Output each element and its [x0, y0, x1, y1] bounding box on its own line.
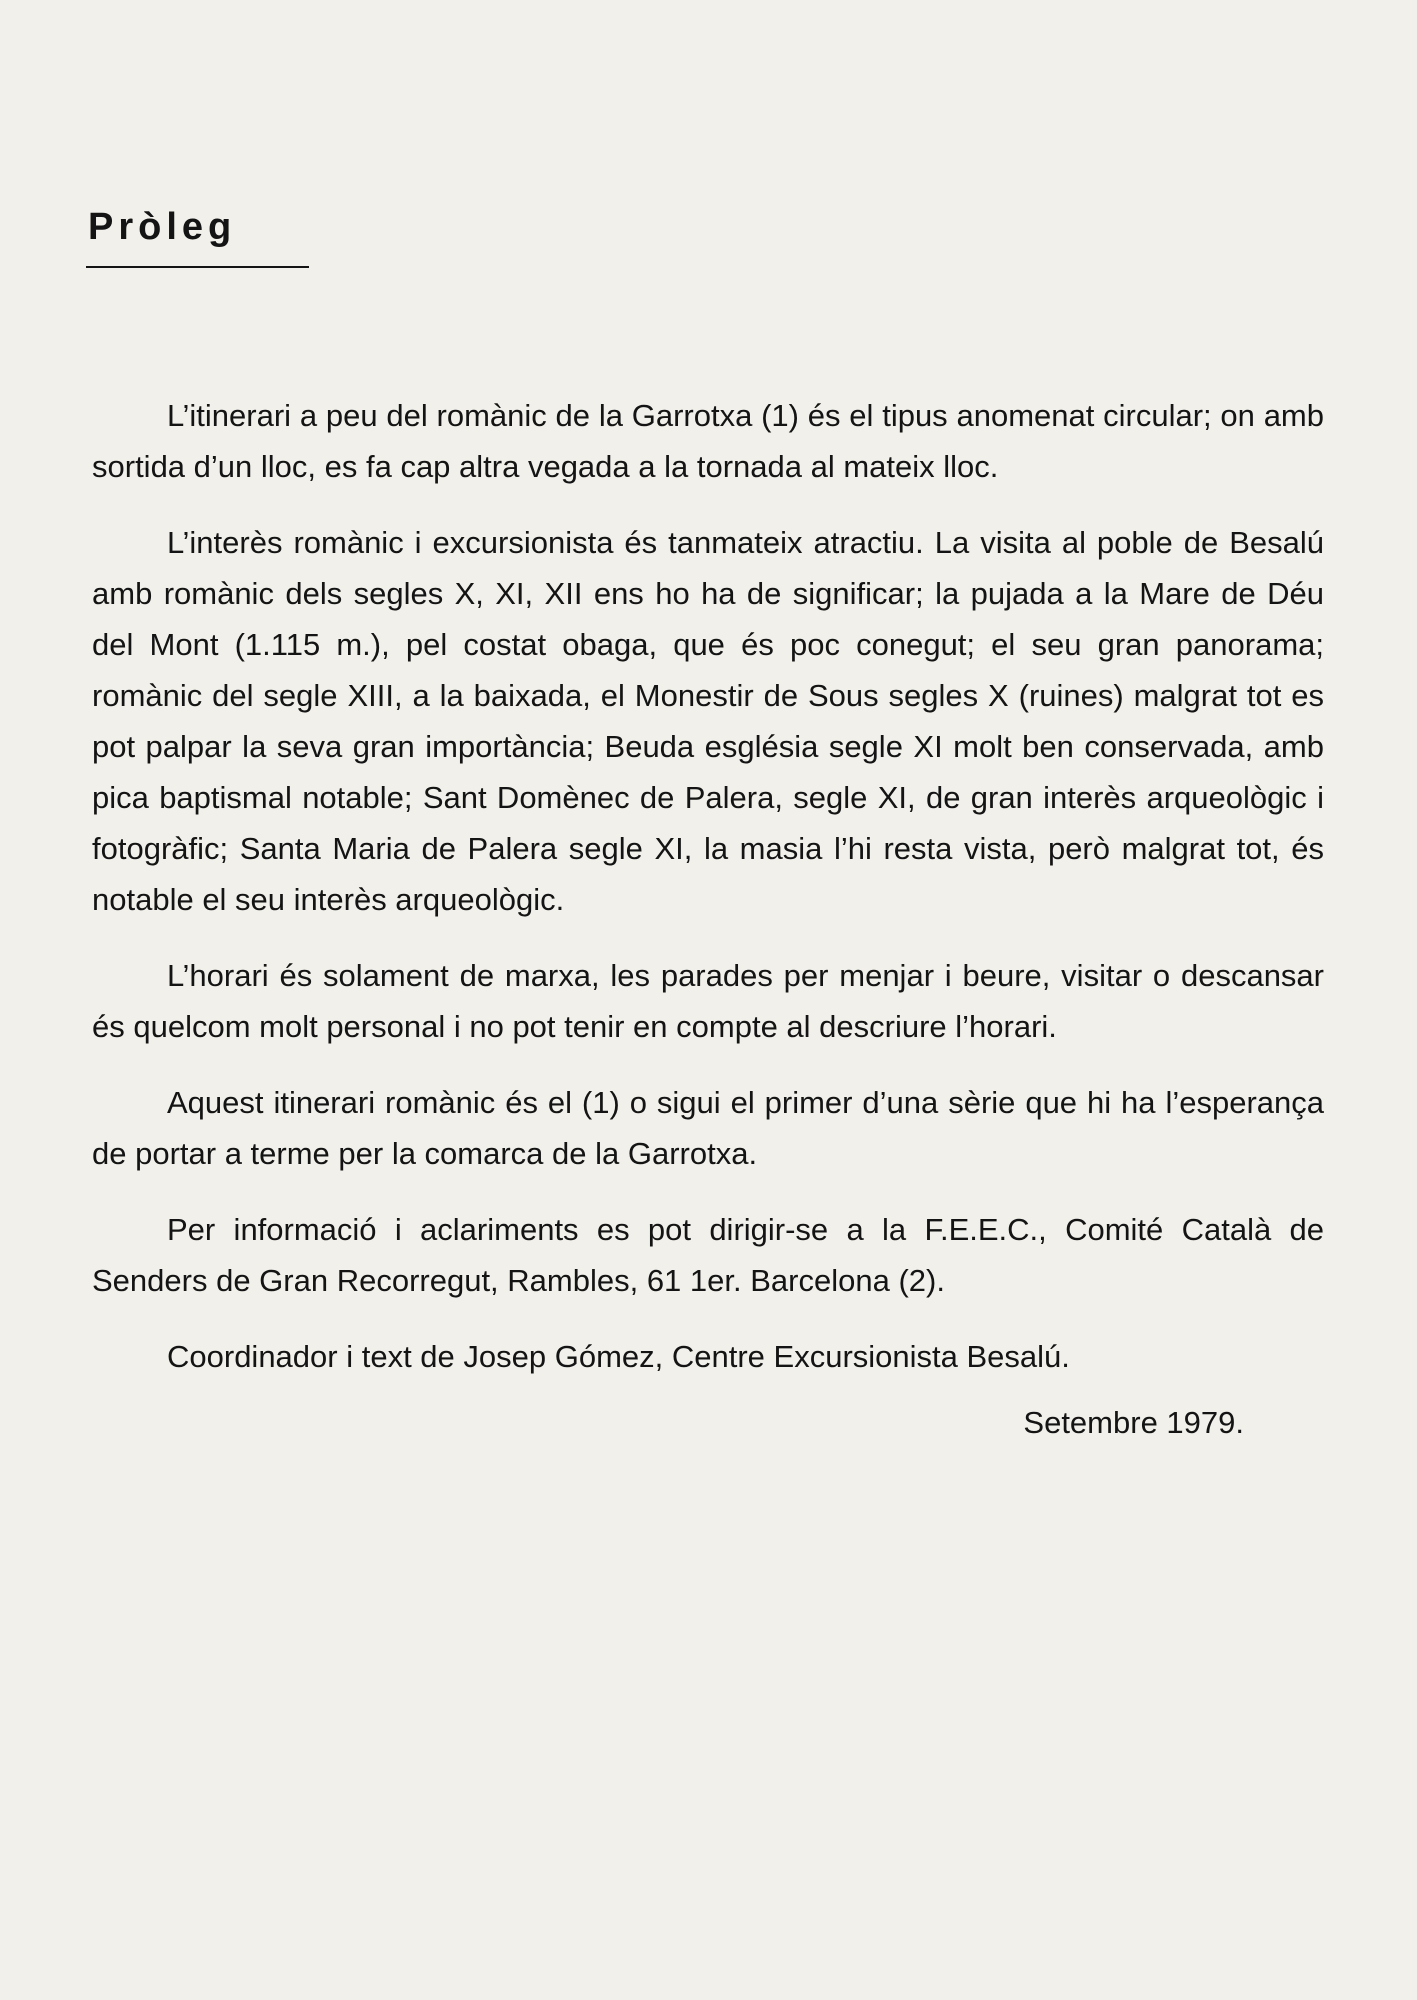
paragraph-schedule: L’horari és solament de marxa, les parades per menjar i beure, visitar o descansar és quelcom molt personal i no pot tenir en compte al descriure l’horari.: [92, 958, 1324, 1044]
prologue-body: [92, 390, 1324, 1473]
paragraph-coordinator: Coordinador i text de Josep Gómez, Centre Excursionista Besalú.: [167, 1339, 1070, 1374]
page-title: Pròleg: [88, 206, 237, 248]
paragraph-itinerary: L’itinerari a peu del romànic de la Garrotxa (1) és el tipus anomenat circular; on amb sortida d’un lloc, es fa cap altra vegada a la tornada al mateix lloc.: [92, 398, 1324, 484]
title-underline: [86, 266, 309, 268]
paragraph-information: Per informació i aclariments es pot dirigir-se a la F.E.E.C., Comité Català de Senders de Gran Recorregut, Rambles, 61 1er. Barcelona (2).: [92, 1212, 1324, 1298]
date-line: Setembre 1979.: [1023, 1405, 1244, 1440]
paragraph-interest: L’interès romànic i excursionista és tanmateix atractiu. La visita al poble de Besalú amb romànic dels segles X, XI, XII ens ho ha de significar; la pujada a la Mare de Déu del Mont (1.115 m.), pel costat obaga, que és poc conegut; el seu gran panorama; romànic del segle XIII, a la baixada, el Monestir de Sous segles X (ruines) malgrat tot es pot palpar la seva gran importància; Beuda església segle XI molt ben conservada, amb pica baptismal notable; Sant Domènec de Palera, segle XI, de gran interès arqueològic i fotogràfic; Santa Maria de Palera segle XI, la masia l’hi resta vista, però malgrat tot, és notable el seu interès arqueològic.: [92, 525, 1324, 917]
paragraph-series: Aquest itinerari romànic és el (1) o sigui el primer d’una sèrie que hi ha l’esperança de portar a terme per la comarca de la Garrotxa.: [92, 1085, 1324, 1171]
